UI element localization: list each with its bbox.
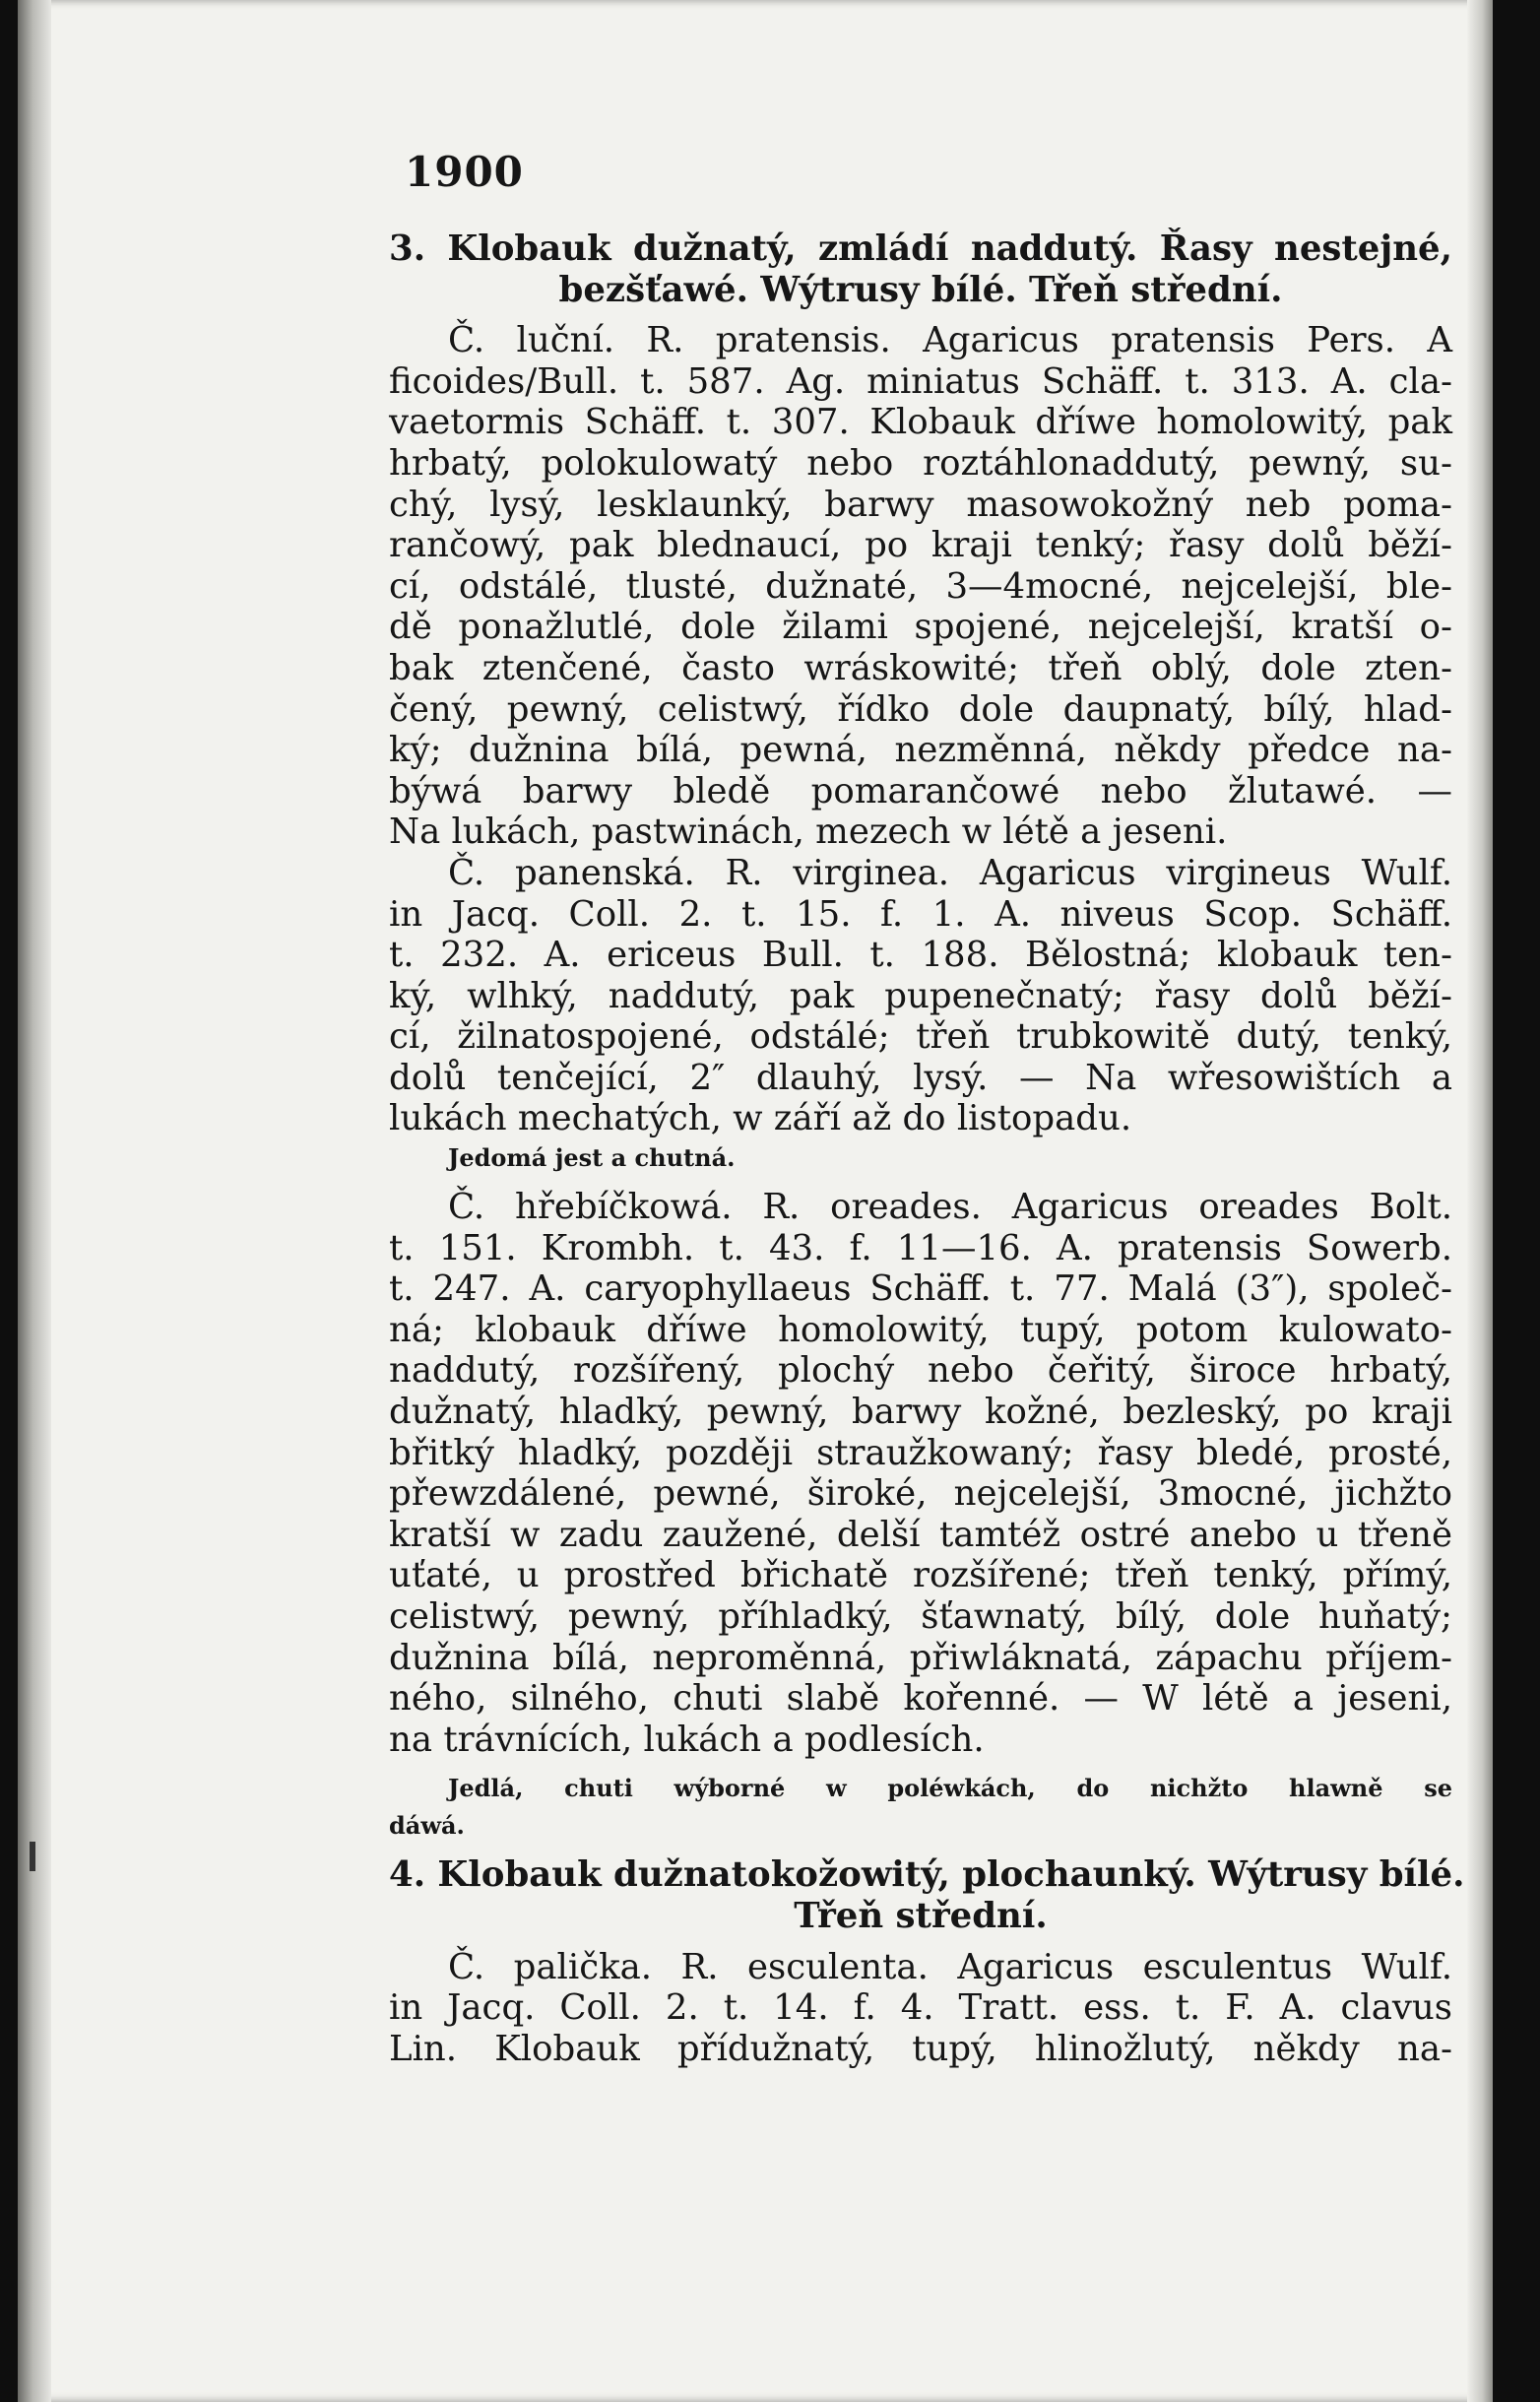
note-line: Jedlá, chuti wýborné w poléwkách, do nichžto hlawně se bbox=[448, 1774, 1452, 1803]
text-line: ký; dužnina bílá, pewná, nezměnná, někdy předce na- bbox=[389, 730, 1452, 771]
text-line: dužnina bílá, neproměnná, přiwláknatá, zápachu příjem- bbox=[389, 1637, 1452, 1678]
text-line: Č. panenská. R. virginea. Agaricus virgineus Wulf. bbox=[448, 852, 1452, 893]
text-line: celistwý, pewný, příhladký, šťawnatý, bílý, dole huňatý; bbox=[389, 1596, 1452, 1637]
text-line: na trávnících, lukách a podlesích. bbox=[389, 1719, 985, 1760]
book-page bbox=[18, 0, 1493, 2402]
text-line: ná; klobauk dříwe homolowitý, tupý, potom kulowato- bbox=[389, 1309, 1452, 1350]
text-line: čený, pewný, celistwý, řídko dole daupnatý, bílý, hlad- bbox=[389, 688, 1452, 730]
text-line: chý, lysý, lesklaunký, barwy masowokožný neb poma- bbox=[389, 484, 1452, 525]
text-line: lukách mechatých, w září až do listopadu. bbox=[389, 1098, 1132, 1139]
text-line: in Jacq. Coll. 2. t. 15. f. 1. A. niveus Scop. Schäff. bbox=[389, 893, 1452, 935]
text-line: ného, silného, chuti slabě kořenné. — W létě a jeseni, bbox=[389, 1678, 1452, 1720]
note-line: dáwá. bbox=[389, 1811, 465, 1841]
text-line: rančowý, pak blednaucí, po kraji tenký; řasy dolů běží- bbox=[389, 525, 1452, 566]
text-line: Na lukách, pastwinách, mezech w létě a jeseni. bbox=[389, 811, 1228, 853]
note-line: Jedomá jest a chutná. bbox=[448, 1143, 736, 1173]
text-line: bak ztenčené, často wráskowité; třeň oblý, dole zten- bbox=[389, 647, 1452, 688]
text-line: t. 247. A. caryophyllaeus Schäff. t. 77. Malá (3″), společ- bbox=[389, 1268, 1452, 1310]
text-line: t. 151. Krombh. t. 43. f. 11—16. A. pratensis Sowerb. bbox=[389, 1227, 1452, 1268]
text-line: dužnatý, hladký, pewný, barwy kožné, bezleský, po kraji bbox=[389, 1392, 1452, 1433]
body-text bbox=[389, 228, 1465, 2069]
text-line: cí, odstálé, tlusté, dužnaté, 3—4mocné, nejcelejší, ble- bbox=[389, 565, 1452, 607]
text-line: býwá barwy bledě pomarančowé nebo žlutawé. — bbox=[389, 770, 1452, 811]
text-line: uťaté, u prostřed břichatě rozšířené; třeň tenký, přímý, bbox=[389, 1555, 1452, 1596]
text-line: břitký hladký, později straužkowaný; řasy bledé, prosté, bbox=[389, 1432, 1452, 1473]
text-line: ficoides/Bull. t. 587. Ag. miniatus Schäff. t. 313. A. cla- bbox=[389, 360, 1452, 402]
section-heading-3: 3. Klobauk dužnatý, zmládí naddutý. Řasy nestejné, bbox=[389, 228, 1452, 269]
text-line: t. 232. A. ericeus Bull. t. 188. Bělostná; klobauk ten- bbox=[389, 935, 1452, 976]
text-line: dě ponažlutlé, dole žilami spojené, nejcelejší, kratší o- bbox=[389, 607, 1452, 648]
text-line: Č. luční. R. pratensis. Agaricus pratensis Pers. A bbox=[448, 320, 1452, 361]
text-line: kratší w zadu zaužené, delší tamtéž ostré anebo u třeně bbox=[389, 1514, 1452, 1555]
page-edge bbox=[1467, 0, 1493, 2402]
text-line: hrbatý, polokulowatý nebo roztáhlonaddutý, pewný, su- bbox=[389, 442, 1452, 484]
text-line: cí, žilnatospojené, odstálé; třeň trubkowitě dutý, tenký, bbox=[389, 1016, 1452, 1058]
text-line: Č. palička. R. esculenta. Agaricus esculentus Wulf. bbox=[448, 1946, 1452, 1987]
text-line: dolů tenčející, 2″ dlauhý, lysý. — Na wřesowištích a bbox=[389, 1057, 1452, 1098]
margin-mark bbox=[30, 1842, 35, 1871]
section-heading-4: 4. Klobauk dužnatokožowitý, plochaunký. Wýtrusy bílé. bbox=[389, 1854, 1465, 1896]
binding-gutter bbox=[18, 0, 51, 2402]
text-line: vaetormis Schäff. t. 307. Klobauk dříwe homolowitý, pak bbox=[389, 402, 1452, 443]
text-line: Lin. Klobauk přídužnatý, tupý, hlinožlutý, někdy na- bbox=[389, 2028, 1452, 2069]
section-heading-4-cont: Třeň střední. bbox=[794, 1895, 1048, 1936]
section-heading-3-cont: bezšťawé. Wýtrusy bílé. Třeň střední. bbox=[558, 269, 1283, 310]
text-line: ký, wlhký, naddutý, pak pupenečnatý; řasy dolů běží- bbox=[389, 975, 1452, 1016]
page-number: 1900 bbox=[405, 148, 524, 196]
text-line: přewzdálené, pewné, široké, nejcelejší, 3mocné, jichžto bbox=[389, 1473, 1452, 1515]
text-line: in Jacq. Coll. 2. t. 14. f. 4. Tratt. ess. t. F. A. clavus bbox=[389, 1987, 1452, 2029]
text-line: naddutý, rozšířený, plochý nebo čeřitý, široce hrbatý, bbox=[389, 1350, 1452, 1392]
text-line: Č. hřebíčkowá. R. oreades. Agaricus oreades Bolt. bbox=[448, 1187, 1452, 1228]
